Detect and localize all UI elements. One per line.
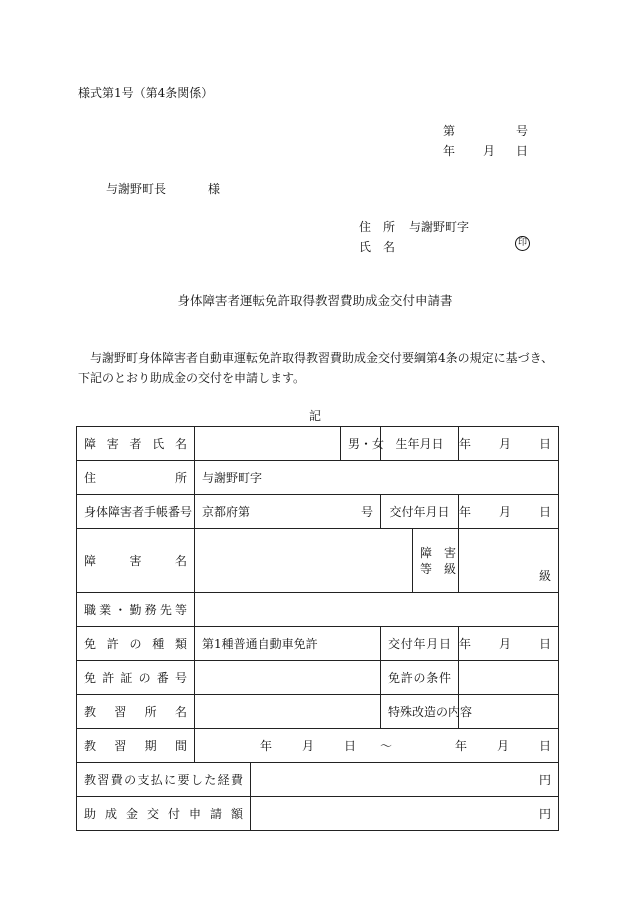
request-field[interactable]: 円 (251, 797, 559, 831)
license-issue-label: 交付年月日 (381, 627, 459, 661)
table-row (77, 529, 559, 593)
table-row (77, 495, 559, 529)
date-day: 日 (515, 144, 528, 158)
modification-field[interactable] (459, 695, 559, 729)
occupation-field[interactable] (195, 593, 559, 627)
document-title: 身体障害者運転免許取得教習費助成金交付申請書 (177, 293, 453, 308)
addressee (106, 180, 221, 197)
occupation-label: 職業・勤務先等 (77, 593, 195, 627)
table-row (77, 695, 559, 729)
grade-field[interactable]: 級 (459, 529, 559, 593)
table-row (77, 627, 559, 661)
date-month: 月 (483, 144, 496, 158)
body-paragraph: 与謝野町身体障害者自動車運転免許取得教習費助成金交付要綱第4条の規定に基づき、下記のとおり助成金の交付を申請します。 (78, 351, 554, 385)
school-label: 教習所名 (77, 695, 195, 729)
modification-label: 特殊改造の内容 (381, 695, 459, 729)
addressee-name: 与謝野町長 (106, 182, 167, 196)
table-row (77, 763, 559, 797)
name-field[interactable] (195, 427, 341, 461)
form-identifier: 様式第1号（第4条関係） (78, 86, 214, 100)
address-field[interactable]: 与謝野町字 (195, 461, 559, 495)
table-row (77, 593, 559, 627)
date-year: 年 (443, 144, 456, 158)
disability-field[interactable] (195, 529, 413, 593)
license-number-field[interactable] (195, 661, 381, 695)
table-row (77, 797, 559, 831)
table-row (77, 427, 559, 461)
applicant-address-label: 住 所 (359, 220, 396, 234)
dob-label: 生年月日 (381, 427, 459, 461)
number-suffix: 号 (515, 124, 528, 138)
application-table (76, 426, 559, 831)
handbook-field[interactable]: 京都府第 号 (195, 495, 381, 529)
issue-date-field[interactable]: 年 月 日 (459, 495, 559, 529)
table-row (77, 729, 559, 763)
handbook-label: 身体障害者手帳番号 (77, 495, 195, 529)
name-label: 障害者氏名 (77, 427, 195, 461)
number-prefix: 第 (443, 124, 456, 138)
license-conditions-label: 免許の条件 (381, 661, 459, 695)
gender-field[interactable]: 男・女 (341, 427, 381, 461)
grade-label: 障 害 等 級 (413, 529, 459, 593)
application-date (443, 142, 528, 159)
document-number (443, 122, 528, 139)
license-type-label: 免許の種類 (77, 627, 195, 661)
license-number-label: 免許証の番号 (77, 661, 195, 695)
seal-mark: 印 (515, 236, 530, 251)
address-label: 住所 (77, 461, 195, 495)
table-row (77, 461, 559, 495)
disability-label: 障害名 (77, 529, 195, 593)
dob-field[interactable]: 年 月 日 (459, 427, 559, 461)
school-field[interactable] (195, 695, 381, 729)
period-field[interactable]: 年 月 日 〜 年 月 日 (195, 729, 559, 763)
request-label: 助成金交付申請額 (77, 797, 251, 831)
license-issue-field[interactable]: 年 月 日 (459, 627, 559, 661)
ki-heading: 記 (308, 409, 321, 423)
applicant-address (359, 218, 470, 235)
applicant-name (359, 238, 395, 255)
issue-date-label: 交付年月日 (381, 495, 459, 529)
period-label: 教習期間 (77, 729, 195, 763)
table-row (77, 661, 559, 695)
expense-field[interactable]: 円 (251, 763, 559, 797)
addressee-honorific: 様 (208, 182, 221, 196)
applicant-address-value[interactable]: 与謝野町字 (409, 220, 470, 234)
expense-label: 教習費の支払に要した経費 (77, 763, 251, 797)
license-type-field[interactable]: 第1種普通自動車免許 (195, 627, 381, 661)
applicant-name-label: 氏 名 (359, 240, 396, 254)
license-conditions-field[interactable] (459, 661, 559, 695)
